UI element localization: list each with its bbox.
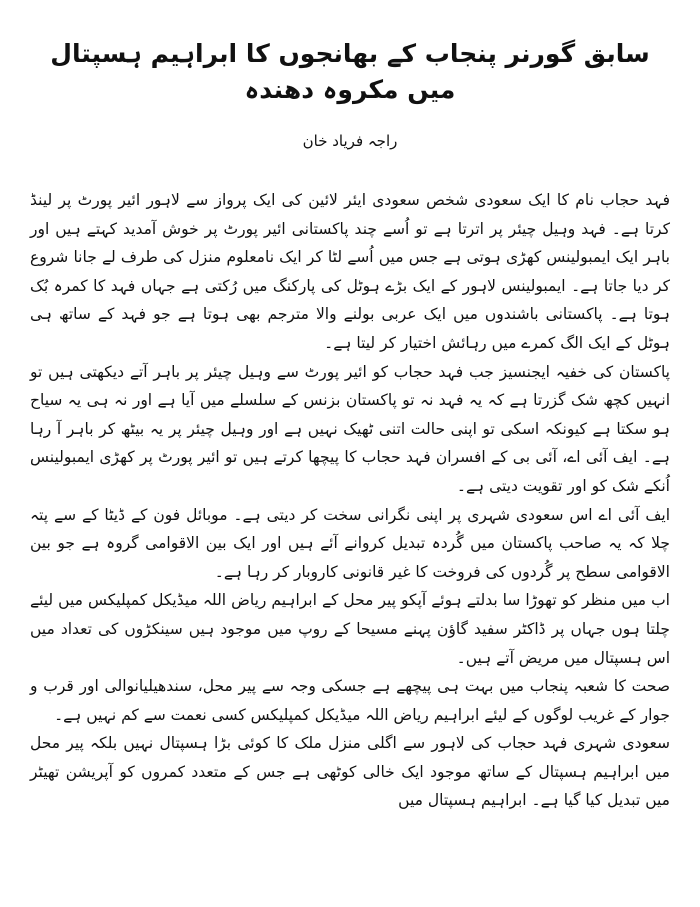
article-headline: سابق گورنر پنجاب کے بھانجوں کا ابراہیم ہسپتال میں مکروہ دھندہ xyxy=(50,39,650,104)
author-byline: راجہ فریاد خان xyxy=(302,132,398,150)
paragraph-6: سعودی شہری فہد حجاب کی لاہور سے اگلی منزل ملک کا کوئی بڑا ہسپتال نہیں بلکہ پیر محل میں ابراہیم ہسپتال کے ساتھ موجود ایک خالی کوٹھی ہے جس کے متعدد کمروں کو آپریشن تھیٹر میں تبدیل کیا گیا ہے۔ ابراہیم ہسپتال میں xyxy=(30,734,670,810)
article-body xyxy=(30,186,670,815)
paragraph-4: اب میں منظر کو تھوڑا سا بدلتے ہوئے آپکو پیر محل کے ابراہیم ریاض اللہ میڈیکل کمپلیکس میں لیئے چلتا ہوں جہاں پر ڈاکٹر سفید گاؤن پہنے مسیحا کے روپ میں موجود ہیں سینکڑوں کی تعداد میں اس ہسپتال میں مریض آتے ہیں۔ xyxy=(30,591,670,667)
paragraph-5: صحت کا شعبہ پنجاب میں بہت ہی پیچھے ہے جسکی وجہ سے پیر محل، سندھیلیانوالی اور قرب و جوار کے غریب لوگوں کے لیئے ابراہیم ریاض اللہ میڈیکل کمپلیکس کسی نعمت سے کم نہیں ہے۔ xyxy=(30,677,670,724)
paragraph-1: فہد حجاب نام کا ایک سعودی شخص سعودی ایئر لائین کی ایک پرواز سے لاہور ائیر پورٹ پر لینڈ کرتا ہے۔ فہد وہیل چیئر پر اترتا ہے تو اُسے چند پاکستانی ائیر پورٹ پر خوش آمدید کہتے ہیں اور باہر ایک ایمبولینس کھڑی ہوتی ہے جس میں اُسے لٹا کر ایک نامعلوم منزل کی طرف لے جانا شروع کر دیا جاتا ہے۔ ایمبولینس لاہور کے ایک بڑے ہوٹل کی پارکنگ میں رُکتی ہے جہاں فہد کا کمرہ بُک ہوتا ہے۔ پاکستانی باشندوں میں ایک عربی بولنے والا مترجم بھی ہوتا ہے جو فہد کے ساتھ ہی ہوٹل کے ایک الگ کمرے میں رہائش اختیار کر لیتا ہے۔ xyxy=(30,191,670,352)
paragraph-2: پاکستان کی خفیہ ایجنسیز جب فہد حجاب کو ائیر پورٹ سے وہیل چیئر پر باہر آتے دیکھتی ہیں تو انہیں کچھ شک گزرتا ہے کہ یہ فہد نہ تو پاکستان بزنس کے سلسلے میں آیا ہے اور نہ ہی یہ سیاح ہو سکتا ہے کیونکہ اسکی تو اپنی حالت اتنی ٹھیک نہیں ہے اور وہیل چیئر پر یہ بیٹھ کر باہر آ رہا ہے۔ ایف آئی اے، آئی بی کے افسران فہد حجاب کا پیچھا کرتے ہیں تو ائیر پورٹ پر کھڑی ایمبولینس اُنکے شک کو اور تقویت دیتی ہے۔ xyxy=(30,362,670,495)
paragraph-3: ایف آئی اے اس سعودی شہری پر اپنی نگرانی سخت کر دیتی ہے۔ موبائل فون کے ڈیٹا کے سے پتہ چلا کہ یہ صاحب پاکستان میں گُردہ تبدیل کروانے آئے ہیں اور ایک بین الاقوامی گروہ ہے جو بین الاقوامی سطح پر گُردوں کی فروخت کا غیر قانونی کاروبار کر رہا ہے۔ xyxy=(30,505,670,581)
